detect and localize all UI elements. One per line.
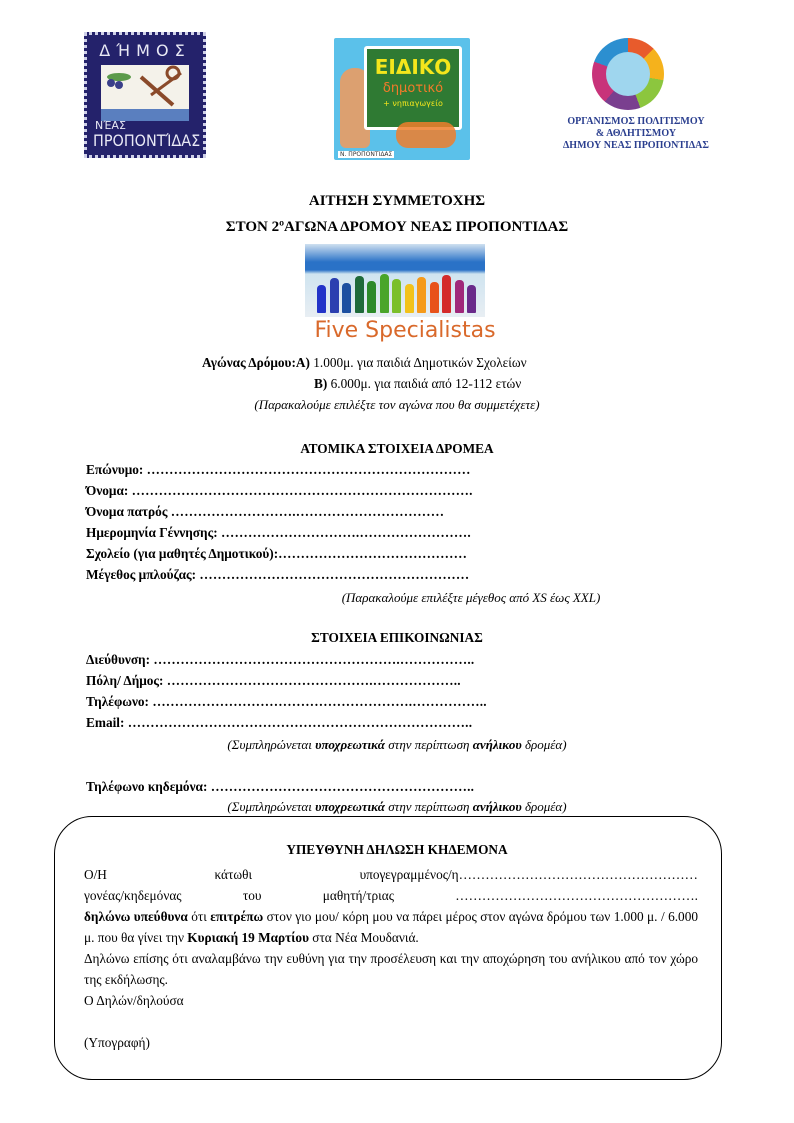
declaration-word: κάτωθι xyxy=(214,867,253,882)
race-option-b xyxy=(314,376,521,392)
guardian-phone-field[interactable] xyxy=(86,779,474,795)
contact-field-blank[interactable]: ………………………………………………….…………….. xyxy=(152,694,487,709)
person-silhouette-icon xyxy=(367,281,376,313)
declaration-word: Ο/Η xyxy=(84,867,107,882)
guardian-phone-label: Τηλέφωνο κηδεμόνα: xyxy=(86,779,211,794)
personal-field-label: Επώνυμο: xyxy=(86,462,147,477)
municipality-logo xyxy=(84,32,206,158)
race-label: Αγώνας Δρόμου: xyxy=(202,355,296,370)
personal-field-blank[interactable]: …………………………………… xyxy=(278,546,468,561)
note-bold-minor: ανήλικου xyxy=(472,737,522,752)
declarant-label: Ο Δηλών/δηλούσα xyxy=(84,993,184,1008)
note-bold-required: υποχρεωτικά xyxy=(315,737,385,752)
person-silhouette-icon xyxy=(330,278,339,313)
form-title: ΑΙΤΗΣΗ ΣΥΜΜΕΤΟΧΗΣ xyxy=(308,193,486,209)
event-date: Κυριακή 19 Μαρτίου xyxy=(187,930,309,945)
personal-field-label: Όνομα: xyxy=(86,483,132,498)
race-option-a xyxy=(202,355,527,371)
declaration-word: υπογεγραμμένος/η……………………………………………… xyxy=(359,867,698,882)
declare-responsibly: δηλώνω υπεύθυνα xyxy=(84,909,188,924)
note-bold-required: υποχρεωτικά xyxy=(315,799,385,814)
minor-required-note xyxy=(0,737,794,753)
text: ότι xyxy=(187,909,211,924)
special-school-subtitle: δημοτικό xyxy=(382,81,444,96)
organization-name-line1: ΟΡΓΑΝΙΣΜΟΣ ΠΟΛΙΤΙΣΜΟΥ xyxy=(567,116,705,127)
person-silhouette-icon xyxy=(342,283,351,313)
person-silhouette-icon xyxy=(405,284,414,313)
organization-name-line3: ΔΗΜΟΥ ΝΕΑΣ ΠΡΟΠΟΝΤΙΔΑΣ xyxy=(563,140,709,151)
shirt-size-note: (Παρακαλούμε επιλέξτε μέγεθος από XS έως XXL) xyxy=(341,590,601,605)
special-school-logo xyxy=(334,38,470,160)
note-text: δρομέα) xyxy=(521,737,567,752)
personal-field-label: Ημερομηνία Γέννησης: xyxy=(86,525,221,540)
personal-field[interactable] xyxy=(86,546,467,562)
declaration-line-signer[interactable] xyxy=(84,864,698,885)
contact-field[interactable] xyxy=(86,673,461,689)
personal-field-blank[interactable]: ……………………………………………………………… xyxy=(146,462,471,477)
contact-field-blank[interactable]: ………………………………………………………………….. xyxy=(127,715,473,730)
personal-field-blank[interactable]: …………………………………………………… xyxy=(199,567,470,582)
personal-field[interactable] xyxy=(86,483,473,499)
personal-field-label: Μέγεθος μπλούζας: xyxy=(86,567,200,582)
contact-field[interactable] xyxy=(86,652,474,668)
note-text: στην περίπτωση xyxy=(385,799,473,814)
permit: επιτρέπω xyxy=(210,909,264,924)
hands-circle-center xyxy=(606,52,650,96)
personal-field-blank[interactable]: ………………………….……………………. xyxy=(220,525,471,540)
contact-field-blank[interactable]: ……………………………………….……………….. xyxy=(166,673,461,688)
declaration-word: ………………………………………………. xyxy=(455,888,698,903)
municipality-logo-line3: ΠΡΟΠΟΝΤΊΔΑΣ xyxy=(93,131,201,150)
people-silhouettes-banner xyxy=(305,244,485,317)
contact-field-label: Τηλέφωνο: xyxy=(86,694,153,709)
guardian-required-note xyxy=(0,799,794,815)
contact-field-label: Email: xyxy=(86,715,128,730)
special-school-subtitle2: + νηπιαγωγείο xyxy=(383,99,443,108)
text: στον γιο μου/ κόρη μου να πάρει μέρος στον αγώνα δρόμου των 1.000 μ. / 6.000 μ. που θα γίνει την xyxy=(84,909,698,945)
person-silhouette-icon xyxy=(392,279,401,313)
organization-name xyxy=(548,116,724,152)
personal-field-label: Όνομα πατρός xyxy=(86,504,171,519)
declaration-word: γονέας/κηδεμόνας xyxy=(84,888,182,903)
person-silhouette-icon xyxy=(442,275,451,313)
note-text: (Συμπληρώνεται xyxy=(227,737,316,752)
personal-field[interactable] xyxy=(86,567,469,583)
municipality-logo-title: ΔΉΜΟΣ xyxy=(99,41,191,60)
note-text: (Συμπληρώνεται xyxy=(227,799,316,814)
race-option-b-text: 6.000μ. για παιδιά από 12-112 ετών xyxy=(327,376,522,391)
child-reading-icon xyxy=(396,122,456,148)
person-silhouette-icon xyxy=(417,277,426,313)
personal-field[interactable] xyxy=(86,462,471,478)
personal-field-label: Σχολείο (για μαθητές Δημοτικού): xyxy=(86,546,279,561)
organization-logo xyxy=(548,36,724,158)
contact-details-heading: ΣΤΟΙΧΕΙΑ ΕΠΙΚΟΙΝΩΝΙΑΣ xyxy=(311,630,483,645)
declaration-body xyxy=(84,864,698,1053)
special-school-location: Ν. ΠΡΟΠΟΝΤΙΔΑΣ xyxy=(340,151,393,158)
special-school-title: ΕΙΔΙΚΟ xyxy=(374,55,452,79)
note-text: στην περίπτωση xyxy=(385,737,473,752)
race-option-a-letter: Α) xyxy=(295,355,310,370)
contact-field[interactable] xyxy=(86,694,487,710)
note-text: δρομέα) xyxy=(521,799,567,814)
text: στα Νέα Μουδανιά. xyxy=(308,930,419,945)
personal-field-blank[interactable]: ……………………….…………………………… xyxy=(170,504,445,519)
declaration-paragraph-2: Δηλώνω επίσης ότι αναλαμβάνω την ευθύνη για την προσέλευση και την αποχώρηση του ανήλικου από τον χώρο της εκδήλωσης. xyxy=(84,951,698,987)
contact-field-blank[interactable]: ……………………………………………….…………….. xyxy=(153,652,475,667)
municipality-logo-line2: ΝΈΑΣ xyxy=(95,119,126,132)
person-silhouette-icon xyxy=(455,280,464,313)
personal-field[interactable] xyxy=(86,525,471,541)
chalkboard xyxy=(364,46,462,130)
race-option-a-text: 1.000μ. για παιδιά Δημοτικών Σχολείων xyxy=(309,355,527,370)
declaration-line-student[interactable] xyxy=(84,885,698,906)
personal-field-blank[interactable]: …………………………………………………………………. xyxy=(131,483,473,498)
person-silhouette-icon xyxy=(380,274,389,313)
contact-field-label: Πόλη/ Δήμος: xyxy=(86,673,167,688)
signature-label[interactable]: (Υπογραφή) xyxy=(84,1035,150,1050)
organization-name-line2: & ΑΘΛΗΤΙΣΜΟΥ xyxy=(595,128,677,139)
form-subtitle: ΣΤΟΝ 2ºΑΓΩΝΑ ΔΡΟΜΟΥ ΝΕΑΣ ΠΡΟΠΟΝΤΙΔΑΣ xyxy=(225,219,569,235)
declaration-word: του xyxy=(242,888,262,903)
person-silhouette-icon xyxy=(467,285,476,313)
race-note: (Παρακαλούμε επιλέξτε τον αγώνα που θα συμμετέχετε) xyxy=(254,397,540,412)
person-silhouette-icon xyxy=(317,285,326,313)
declaration-paragraph-1 xyxy=(84,906,698,948)
personal-field[interactable] xyxy=(86,504,444,520)
contact-field-label: Διεύθυνση: xyxy=(86,652,154,667)
declaration-word: μαθητή/τριας xyxy=(322,888,394,903)
person-silhouette-icon xyxy=(355,276,364,313)
declaration-heading: ΥΠΕΥΘΥΝΗ ΔΗΛΩΣΗ ΚΗΔΕΜΟΝΑ xyxy=(286,842,508,857)
person-silhouette-icon xyxy=(430,282,439,313)
note-bold-minor: ανήλικου xyxy=(472,799,522,814)
contact-field[interactable] xyxy=(86,715,472,731)
five-specialistas-brand: Five Specialistas xyxy=(314,318,496,343)
guardian-phone-blank[interactable]: ………………………………………………….. xyxy=(210,779,475,794)
race-option-b-letter: Β) xyxy=(314,376,328,391)
personal-details-heading: ΑΤΟΜΙΚΑ ΣΤΟΙΧΕΙΑ ΔΡΟΜΕΑ xyxy=(300,441,494,456)
